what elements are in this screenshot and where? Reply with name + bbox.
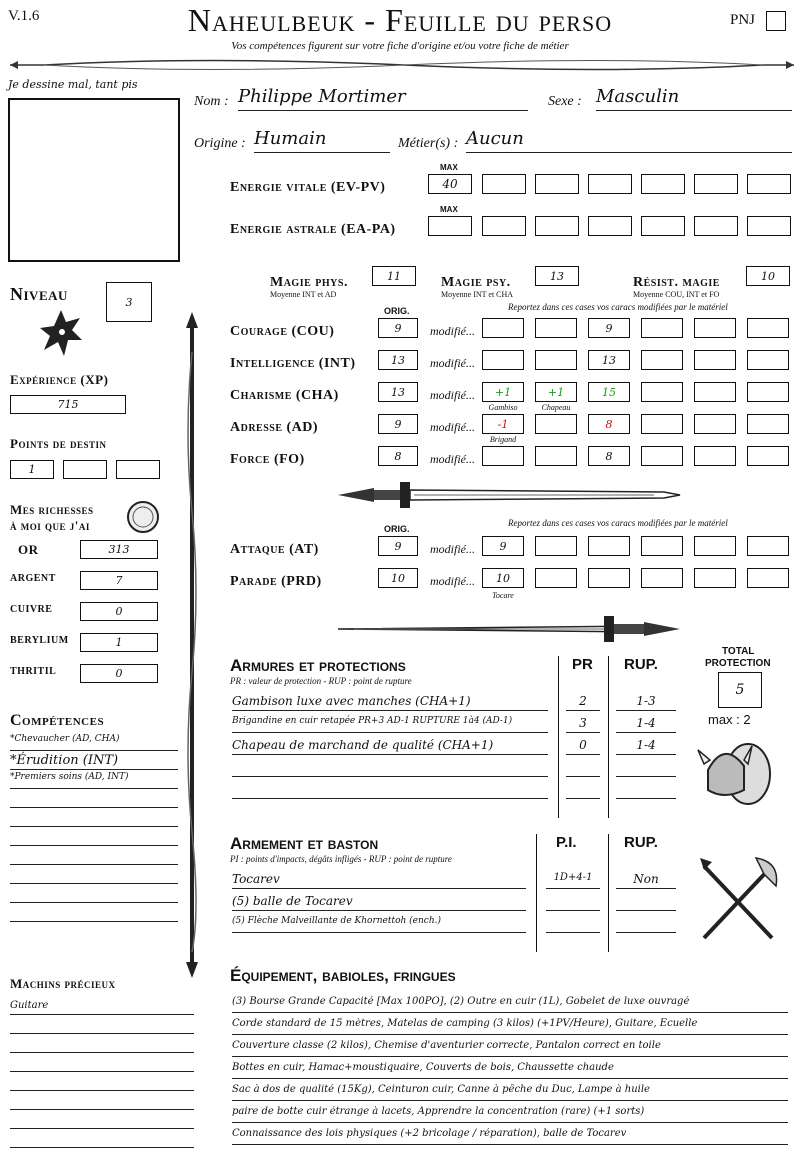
combat-modifie-2: modifié... (430, 574, 475, 588)
armement-pi-header: P.I. (556, 834, 577, 851)
carac-modifie-1: modifié... (430, 324, 475, 338)
richesse-value-3[interactable]: 0 (80, 602, 158, 621)
carac-modifie-2: modifié... (430, 356, 475, 370)
richesse-label-5: THRITIL (10, 666, 57, 677)
armure-name-4[interactable] (232, 760, 548, 777)
armures-pr-header: PR (572, 656, 593, 673)
richesses-label-1: Mes richesses (10, 502, 94, 517)
ea-box-6[interactable] (694, 216, 738, 236)
ev-box-3[interactable] (535, 174, 579, 194)
combat-2-cell-5[interactable] (694, 568, 736, 588)
combat-1-cell-5[interactable] (694, 536, 736, 556)
resist-magie-sub: Moyenne COU, INT et FO (633, 290, 720, 299)
armure-rup-4[interactable] (616, 760, 676, 777)
armure-rup-5[interactable] (616, 782, 676, 799)
ev-box-6[interactable] (694, 174, 738, 194)
ev-max-label: MAX (440, 163, 458, 172)
carac-orig-2[interactable]: 13 (378, 350, 418, 370)
metier-field[interactable]: Aucun (466, 128, 792, 153)
machin-line-6[interactable] (10, 1095, 194, 1110)
machin-line-2[interactable] (10, 1019, 194, 1034)
total-protection-box[interactable]: 5 (718, 672, 762, 708)
armures-title: Armures et protections (230, 656, 406, 675)
carac-modifie-4: modifié... (430, 420, 475, 434)
richesse-value-2[interactable]: 7 (80, 571, 158, 590)
sword-ornament-1 (334, 478, 684, 512)
equipement-line-6[interactable]: paire de botte cuir étrange à lacets, Apprendre la concentration (rare) (+1 sorts) (232, 1106, 788, 1123)
ea-label: Energie astrale (EA-PA) (230, 222, 396, 237)
carac-5-extra-cell[interactable] (747, 446, 789, 466)
ev-box-2[interactable] (482, 174, 526, 194)
carac-label-1: Courage (COU) (230, 324, 335, 339)
ea-box-3[interactable] (535, 216, 579, 236)
magie-psy-box[interactable]: 13 (535, 266, 579, 286)
sword-ornament-2 (334, 612, 684, 646)
richesse-label-4: BERYLIUM (10, 635, 69, 646)
arme-pi-3[interactable] (546, 916, 600, 933)
armure-name-5[interactable] (232, 782, 548, 799)
machin-line-3[interactable] (10, 1038, 194, 1053)
carac-2-cell-3[interactable]: 13 (588, 350, 630, 370)
niveau-box[interactable]: 3 (106, 282, 152, 322)
armure-pr-5[interactable] (566, 782, 600, 799)
ev-label: Energie vitale (EV-PV) (230, 180, 386, 195)
competence-line-1[interactable]: *Chevaucher (AD, CHA) (10, 734, 178, 751)
combat-orig-2[interactable]: 10 (378, 568, 418, 588)
combat-1-cell-3[interactable] (588, 536, 630, 556)
nom-label: Nom : (194, 94, 229, 109)
arme-name-3[interactable]: (5) Flèche Malveillante de Khornettoh (ench.) (232, 916, 526, 933)
combat-label-2: Parade (PRD) (230, 574, 322, 589)
portrait-frame[interactable] (8, 98, 180, 262)
ev-box-5[interactable] (641, 174, 685, 194)
richesse-value-1[interactable]: 313 (80, 540, 158, 559)
portrait-label: Je dessine mal, tant pis (8, 78, 138, 91)
arme-rup-3[interactable] (616, 916, 676, 933)
carac-1-cell-1[interactable] (482, 318, 524, 338)
carac-modifie-5: modifié... (430, 452, 475, 466)
total-label-2: PROTECTION (705, 658, 771, 669)
ev-box-4[interactable] (588, 174, 632, 194)
xp-box[interactable]: 715 (10, 395, 126, 414)
combat-2-cell-6[interactable] (747, 568, 789, 588)
armure-rup-3[interactable]: 1-4 (616, 738, 676, 755)
arme-name-1[interactable]: Tocarev (232, 872, 526, 889)
machins-label: Machins précieux (10, 976, 116, 991)
coin-icon (126, 500, 160, 534)
combat-2-cell-1[interactable]: 10 (482, 568, 524, 588)
carac-5-cell-5[interactable] (694, 446, 736, 466)
carac-3-cell-5[interactable] (694, 382, 736, 402)
nom-field[interactable]: Philippe Mortimer (238, 86, 528, 111)
destin-label: Points de destin (10, 436, 107, 451)
competence-line-3[interactable]: *Premiers soins (AD, INT) (10, 772, 178, 789)
destin-box-3[interactable] (116, 460, 160, 479)
arme-rup-2[interactable] (616, 894, 676, 911)
richesse-label-3: CUIVRE (10, 604, 53, 615)
carac-orig-3[interactable]: 13 (378, 382, 418, 402)
armure-rup-1[interactable]: 1-3 (616, 694, 676, 711)
staff-ornament (180, 312, 204, 978)
competence-line-10[interactable] (10, 905, 178, 922)
magie-phys-label: Magie phys. (270, 275, 348, 290)
arme-pi-2[interactable] (546, 894, 600, 911)
equipement-line-7[interactable]: Connaissance des lois physiques (+2 bricolage / réparation), balle de Tocarev (232, 1128, 788, 1145)
armement-rup-header: RUP. (624, 834, 658, 851)
magie-psy-sub: Moyenne INT et CHA (441, 290, 514, 299)
armures-divider-1 (558, 656, 559, 818)
armures-divider-2 (608, 656, 609, 818)
carac-1-cell-5[interactable] (694, 318, 736, 338)
resist-magie-box[interactable]: 10 (746, 266, 790, 286)
carac-4-cell-3[interactable]: 8 (588, 414, 630, 434)
equipement-line-3[interactable]: Couverture classe (2 kilos), Chemise d'aventurier correcte, Pantalon correct en toile (232, 1040, 788, 1057)
metier-label: Métier(s) : (398, 136, 459, 151)
richesse-label-2: ARGENT (10, 573, 56, 584)
carac-5-cell-2[interactable] (535, 446, 577, 466)
ea-box-7[interactable] (747, 216, 791, 236)
carac-4-cell-5[interactable] (694, 414, 736, 434)
carac-5-cell-3[interactable]: 8 (588, 446, 630, 466)
arme-rup-1[interactable]: Non (616, 872, 676, 889)
carac-1-cell-3[interactable]: 9 (588, 318, 630, 338)
sexe-field[interactable]: Masculin (596, 86, 792, 111)
carac-4-cell-2[interactable] (535, 414, 577, 434)
magie-psy-label: Magie psy. (441, 275, 511, 290)
armure-name-1[interactable]: Gambison luxe avec manches (CHA+1) (232, 694, 548, 711)
carac-1-cell-2[interactable] (535, 318, 577, 338)
carac-modifie-3: modifié... (430, 388, 475, 402)
ea-box-5[interactable] (641, 216, 685, 236)
armement-divider-1 (536, 834, 537, 952)
carac-3-cell-1[interactable]: +1 (482, 382, 524, 402)
carac-3-cell-3[interactable]: 15 (588, 382, 630, 402)
helmet-shield-icon (694, 730, 776, 810)
carac-2-cell-5[interactable] (694, 350, 736, 370)
equipement-line-2[interactable]: Corde standard de 15 mètres, Matelas de camping (3 kilos) (+1PV/Heure), Guitare, Écuelle (232, 1018, 788, 1035)
competence-line-7[interactable] (10, 848, 178, 865)
arme-name-2[interactable]: (5) balle de Tocarev (232, 894, 526, 911)
richesses-label-2: à moi que j'ai (10, 518, 90, 533)
competence-line-6[interactable] (10, 829, 178, 846)
armement-title: Armement et baston (230, 834, 379, 853)
carac-5-cell-1[interactable] (482, 446, 524, 466)
page-title: Naheulbeuk - Feuille du perso (187, 2, 613, 38)
magie-phys-box[interactable]: 11 (372, 266, 416, 286)
sexe-label: Sexe : (548, 94, 582, 109)
caracs-report-note: Reportez dans ces cases vos caracs modifiées par le matériel (508, 302, 728, 312)
armement-divider-2 (608, 834, 609, 952)
ea-box-2[interactable] (482, 216, 526, 236)
carac-orig-4[interactable]: 9 (378, 414, 418, 434)
combat-report-note: Reportez dans ces cases vos caracs modifiées par le matériel (508, 518, 728, 528)
machin-line-1[interactable]: Guitare (10, 1000, 194, 1015)
combat-2-cell-4[interactable] (641, 568, 683, 588)
armures-rup-header: RUP. (624, 656, 658, 673)
combat-label-1: Attaque (AT) (230, 542, 319, 557)
combat-2-note-1: Tocare (492, 591, 514, 600)
header-flourish-ornament (4, 54, 796, 76)
xp-label: Expérience (XP) (10, 372, 109, 387)
machin-line-5[interactable] (10, 1076, 194, 1091)
equipement-line-4[interactable]: Bottes en cuir, Hamac+moustiquaire, Couverts de bois, Chaussette chaude (232, 1062, 788, 1079)
armement-sub: PI : points d'impacts, dégâts infligés - RUP : point de rupture (230, 854, 452, 864)
destin-box-1[interactable]: 1 (10, 460, 54, 479)
armure-pr-1[interactable]: 2 (566, 694, 600, 711)
carac-label-4: Adresse (AD) (230, 420, 319, 435)
origine-field[interactable]: Humain (254, 128, 390, 153)
combat-orig-1[interactable]: 9 (378, 536, 418, 556)
max-protection: max : 2 (708, 712, 751, 727)
competence-line-2[interactable]: *Érudition (INT) (10, 753, 178, 770)
niveau-label: Niveau (10, 284, 68, 304)
carac-label-3: Charisme (CHA) (230, 388, 339, 403)
combat-modifie-1: modifié... (430, 542, 475, 556)
equipement-line-1[interactable]: (3) Bourse Grande Capacité [Max 100PO], (2) Outre en cuir (1L), Gobelet de luxe ouvragé (232, 996, 788, 1013)
machin-line-4[interactable] (10, 1057, 194, 1072)
armure-pr-2[interactable]: 3 (566, 716, 600, 733)
carac-3-cell-2[interactable]: +1 (535, 382, 577, 402)
armure-name-2[interactable]: Brigandine en cuir retapée PR+3 AD-1 RUPTURE 1à4 (AD-1) (232, 716, 548, 733)
carac-4-extra-cell[interactable] (747, 414, 789, 434)
carac-3-cell-4[interactable] (641, 382, 683, 402)
competence-line-9[interactable] (10, 886, 178, 903)
carac-orig-1[interactable]: 9 (378, 318, 418, 338)
carac-label-2: Intelligence (INT) (230, 356, 356, 371)
armure-pr-4[interactable] (566, 760, 600, 777)
pnj-checkbox[interactable] (766, 11, 786, 31)
carac-3-note-1: Gambiso (488, 403, 518, 412)
combat-1-cell-4[interactable] (641, 536, 683, 556)
page-subtitle: Vos compétences figurent sur votre fiche d'origine et/ou votre fiche de métier (231, 40, 569, 52)
ea-box-1[interactable] (428, 216, 472, 236)
carac-label-5: Force (FO) (230, 452, 305, 467)
competences-label: Compétences (10, 712, 105, 729)
competence-line-8[interactable] (10, 867, 178, 884)
carac-4-cell-1[interactable]: -1 (482, 414, 524, 434)
origine-label: Origine : (194, 136, 246, 151)
ea-box-4[interactable] (588, 216, 632, 236)
version-label: V.1.6 (8, 8, 40, 24)
combat-2-cell-3[interactable] (588, 568, 630, 588)
caracs-orig-label: ORIG. (384, 306, 410, 316)
resist-magie-label: Résist. magie (633, 275, 720, 290)
equipement-line-5[interactable]: Sac à dos de qualité (15Kg), Ceinturon cuir, Canne à pêche du Duc, Lampe à huile (232, 1084, 788, 1101)
combat-1-cell-1[interactable]: 9 (482, 536, 524, 556)
machin-line-7[interactable] (10, 1114, 194, 1129)
dragon-icon (36, 306, 86, 362)
carac-1-cell-4[interactable] (641, 318, 683, 338)
competence-line-5[interactable] (10, 810, 178, 827)
carac-1-extra-cell[interactable] (747, 318, 789, 338)
combat-2-cell-2[interactable] (535, 568, 577, 588)
carac-5-cell-4[interactable] (641, 446, 683, 466)
competence-line-4[interactable] (10, 791, 178, 808)
armure-rup-2[interactable]: 1-4 (616, 716, 676, 733)
richesse-value-5[interactable]: 0 (80, 664, 158, 683)
carac-3-extra-cell[interactable] (747, 382, 789, 402)
richesse-value-4[interactable]: 1 (80, 633, 158, 652)
combat-1-cell-2[interactable] (535, 536, 577, 556)
carac-2-extra-cell[interactable] (747, 350, 789, 370)
arme-pi-1[interactable]: 1D+4-1 (546, 872, 600, 889)
ev-box-7[interactable] (747, 174, 791, 194)
magie-phys-sub: Moyenne INT et AD (270, 290, 337, 299)
ev-box-1[interactable]: 40 (428, 174, 472, 194)
armure-name-3[interactable]: Chapeau de marchand de qualité (CHA+1) (232, 738, 548, 755)
total-label-1: TOTAL (722, 646, 755, 657)
carac-4-cell-4[interactable] (641, 414, 683, 434)
equipement-title: Équipement, babioles, fringues (230, 966, 456, 985)
carac-2-cell-4[interactable] (641, 350, 683, 370)
armures-sub: PR : valeur de protection - RUP : point de rupture (230, 676, 412, 686)
destin-box-2[interactable] (63, 460, 107, 479)
carac-2-cell-1[interactable] (482, 350, 524, 370)
ea-max-label: MAX (440, 205, 458, 214)
armure-pr-3[interactable]: 0 (566, 738, 600, 755)
crossed-weapons-icon (690, 852, 786, 948)
pnj-label: PNJ (730, 12, 756, 28)
carac-orig-5[interactable]: 8 (378, 446, 418, 466)
machin-line-8[interactable] (10, 1133, 194, 1148)
combat-orig-label: ORIG. (384, 524, 410, 534)
carac-4-note-1: Brigand (489, 435, 517, 444)
carac-2-cell-2[interactable] (535, 350, 577, 370)
combat-1-cell-6[interactable] (747, 536, 789, 556)
richesse-label-1: OR (18, 542, 39, 557)
carac-3-note-2: Chapeau (541, 403, 571, 412)
